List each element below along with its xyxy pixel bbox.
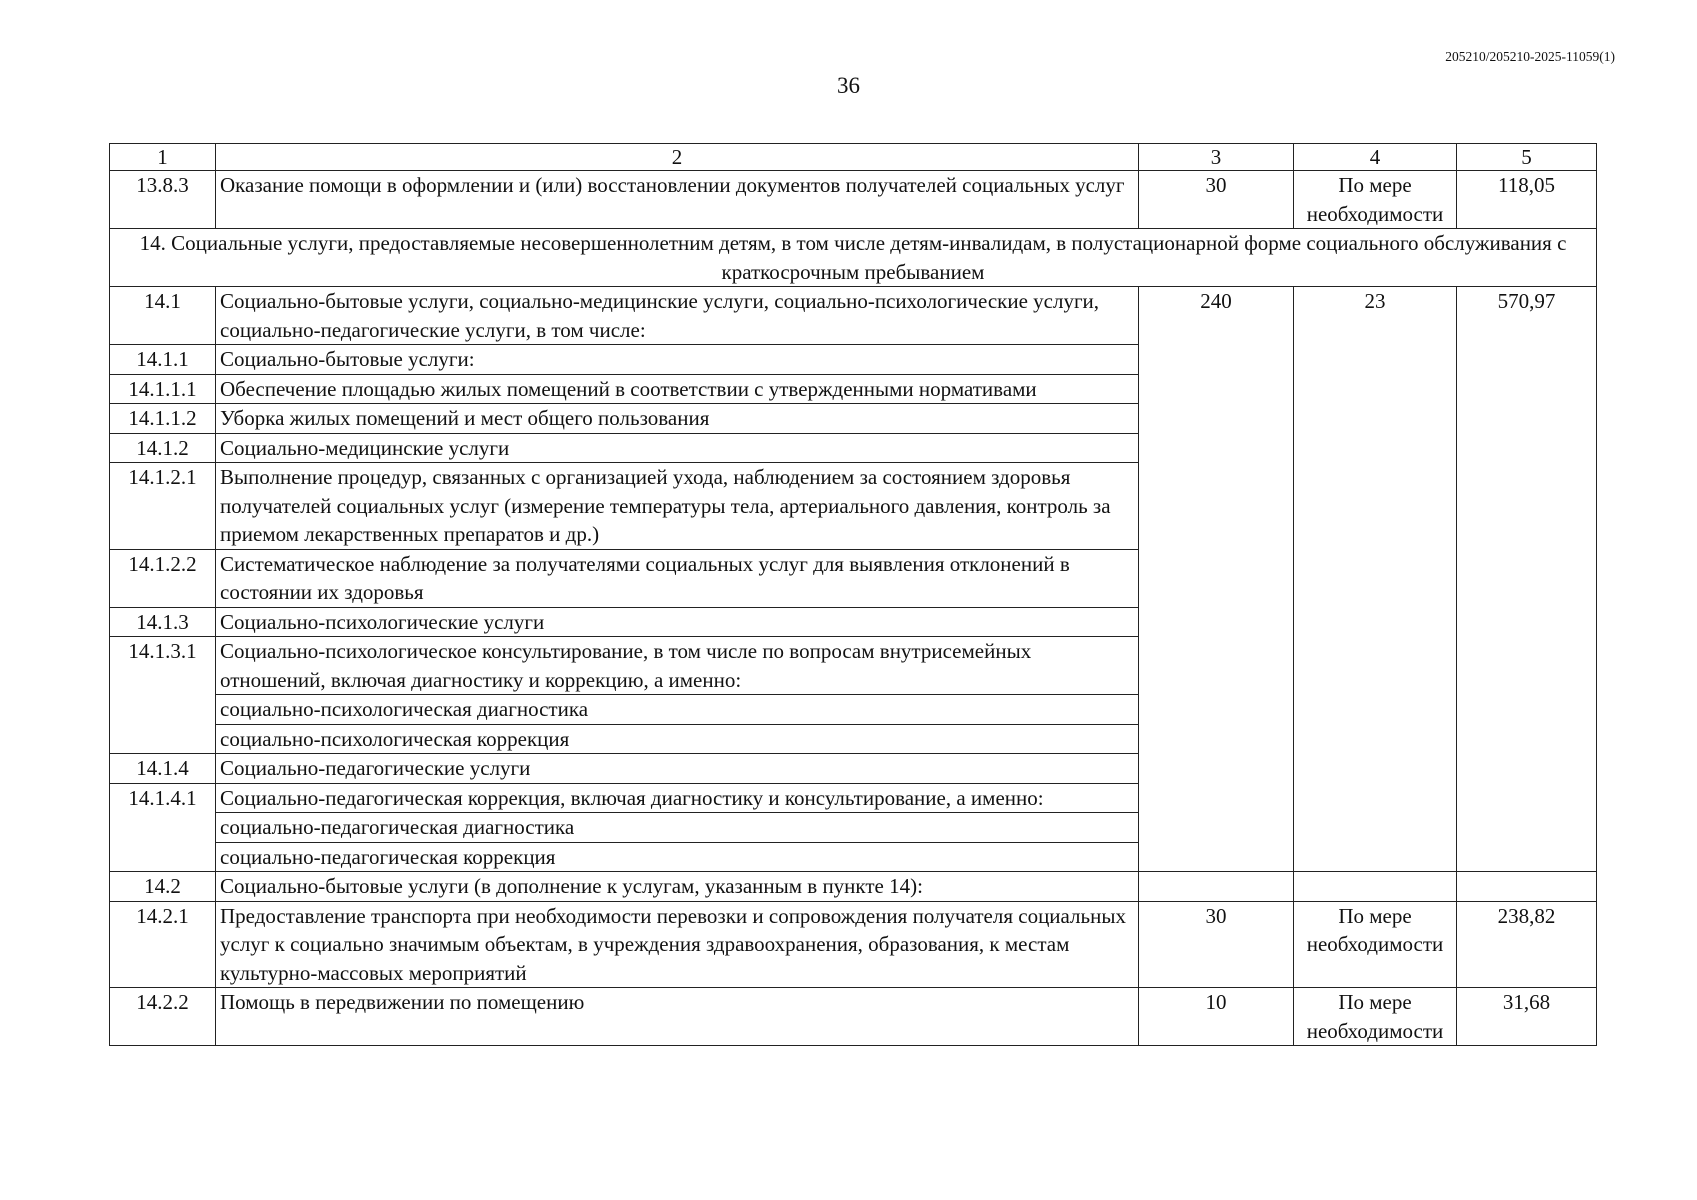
item-col4	[1294, 872, 1457, 902]
item-text: Социально-психологические услуги	[216, 607, 1139, 637]
section-heading: 14. Социальные услуги, предоставляемые несовершеннолетним детям, в том числе детям-инвалидам, в полустационарной форме социального обслуживания с краткосрочным пребыванием	[110, 229, 1597, 287]
table-row	[110, 872, 1597, 902]
item-text: Оказание помощи в оформлении и (или) восстановлении документов получателей социальных услуг	[216, 171, 1139, 229]
services-table	[109, 143, 1597, 1046]
item-text: социально-педагогическая диагностика	[216, 813, 1139, 843]
item-col3: 240	[1139, 287, 1294, 872]
item-number: 14.1.4	[110, 754, 216, 784]
item-number: 14.1.1.2	[110, 404, 216, 434]
section-row	[110, 229, 1597, 287]
item-text: Социально-медицинские услуги	[216, 433, 1139, 463]
item-text: Помощь в передвижении по помещению	[216, 988, 1139, 1046]
header-cell: 3	[1139, 144, 1294, 171]
item-col3: 30	[1139, 901, 1294, 988]
item-text: Систематическое наблюдение за получателями социальных услуг для выявления отклонений в состоянии их здоровья	[216, 549, 1139, 607]
table-row	[110, 988, 1597, 1046]
table-row	[110, 287, 1597, 345]
item-text: Обеспечение площадью жилых помещений в соответствии с утвержденными нормативами	[216, 374, 1139, 404]
header-cell: 4	[1294, 144, 1457, 171]
item-text: Социально-бытовые услуги (в дополнение к услугам, указанным в пункте 14):	[216, 872, 1139, 902]
item-number: 14.1.4.1	[110, 783, 216, 872]
item-col4: 23	[1294, 287, 1457, 872]
item-text: социально-психологическая диагностика	[216, 695, 1139, 725]
item-number: 14.1.2.1	[110, 463, 216, 550]
item-number: 13.8.3	[110, 171, 216, 229]
item-text: Уборка жилых помещений и мест общего пользования	[216, 404, 1139, 434]
item-text: Социально-бытовые услуги, социально-медицинские услуги, социально-психологические услуги, социально-педагогические услуги, в том числе:	[216, 287, 1139, 345]
page-number: 36	[837, 73, 860, 98]
item-text: Предоставление транспорта при необходимости перевозки и сопровождения получателя социальных услуг к социально значимым объектам, в учреждения здравоохранения, образования, к местам культурно-массовых мероприятий	[216, 901, 1139, 988]
item-col4: По мере необходимости	[1294, 171, 1457, 229]
table-row	[110, 171, 1597, 229]
table-row	[110, 901, 1597, 988]
item-number: 14.1.1	[110, 345, 216, 375]
item-number: 14.1	[110, 287, 216, 345]
item-number: 14.1.3.1	[110, 637, 216, 754]
item-col3: 10	[1139, 988, 1294, 1046]
header-cell: 2	[216, 144, 1139, 171]
item-col3	[1139, 872, 1294, 902]
item-col5: 570,97	[1457, 287, 1597, 872]
item-text: Социально-бытовые услуги:	[216, 345, 1139, 375]
item-text: Социально-педагогические услуги	[216, 754, 1139, 784]
item-number: 14.1.3	[110, 607, 216, 637]
item-number: 14.2	[110, 872, 216, 902]
item-col5: 31,68	[1457, 988, 1597, 1046]
item-col4: По мере необходимости	[1294, 988, 1457, 1046]
header-row	[110, 144, 1597, 171]
item-text: социально-педагогическая коррекция	[216, 842, 1139, 872]
item-col5: 118,05	[1457, 171, 1597, 229]
item-number: 14.1.1.1	[110, 374, 216, 404]
item-number: 14.1.2.2	[110, 549, 216, 607]
item-col5	[1457, 872, 1597, 902]
item-text: Выполнение процедур, связанных с организацией ухода, наблюдением за состоянием здоровья получателей социальных услуг (измерение температуры тела, артериального давления, контроль за приемом лекарственных препаратов и др.)	[216, 463, 1139, 550]
item-text: Социально-психологическое консультирование, в том числе по вопросам внутрисемейных отношений, включая диагностику и коррекцию, а именно:	[216, 637, 1139, 695]
item-number: 14.1.2	[110, 433, 216, 463]
document-id: 205210/205210-2025-11059(1)	[1445, 49, 1615, 64]
item-col4: По мере необходимости	[1294, 901, 1457, 988]
item-number: 14.2.2	[110, 988, 216, 1046]
item-text: социально-психологическая коррекция	[216, 724, 1139, 754]
header-cell: 5	[1457, 144, 1597, 171]
item-text: Социально-педагогическая коррекция, включая диагностику и консультирование, а именно:	[216, 783, 1139, 813]
header-cell: 1	[110, 144, 216, 171]
item-number: 14.2.1	[110, 901, 216, 988]
item-col5: 238,82	[1457, 901, 1597, 988]
item-col3: 30	[1139, 171, 1294, 229]
